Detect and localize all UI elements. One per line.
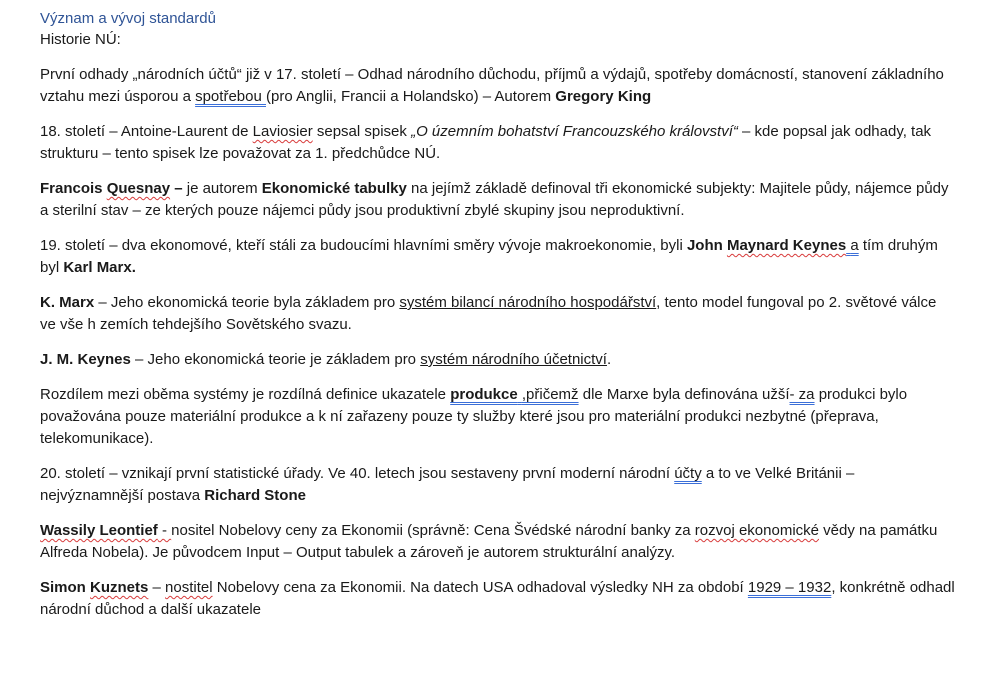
bold-text: – [170, 180, 183, 197]
paragraph-differences [40, 384, 955, 450]
text: – Jeho ekonomická teorie je základem pro [130, 351, 421, 368]
spelling-flag: Wassily Leontief [40, 522, 158, 539]
text: vědy na památku Alfreda Nobela). Je původcem Input – Output tabulek a zároveň je autorem strukturální analýzy. [40, 522, 938, 561]
paragraph-17th-century [40, 64, 955, 108]
underlined-term: systém národního účetnictví [420, 351, 607, 368]
text: , konkrétně odhadl národní důchod a další ukazatele [40, 579, 955, 618]
grammar-flag: účty [674, 465, 702, 482]
grammar-flag: 1929 – 1932 [747, 579, 832, 596]
spelling-flag: Kuznets [90, 579, 149, 596]
text: – [148, 579, 166, 596]
paragraph-quesnay [40, 178, 955, 222]
bold-name: Gregory King [555, 88, 652, 105]
bold-name: Simon [40, 579, 91, 596]
bold-name: K. Marx [40, 294, 95, 311]
subheading: Historie NÚ: [40, 31, 121, 48]
text: nositel Nobelovy ceny za Ekonomii (správně: Cena Švédské národní banky za [171, 522, 695, 539]
bold-name: J. M. Keynes [40, 351, 131, 368]
paragraph-18th-century [40, 121, 955, 165]
spelling-flag: Quesnay [106, 180, 171, 197]
text: je autorem [182, 180, 262, 197]
spelling-flag: nostitel [165, 579, 213, 596]
text: 20. století – vznikají první statistické úřady. Ve 40. letech jsou sestaveny první moderní národní [40, 465, 675, 482]
bold-name: Francois [40, 180, 107, 197]
text: 19. století – dva ekonomové, kteří stáli za budoucími hlavními směry vývoje makroekonomie, byli [40, 237, 687, 254]
grammar-flag: a [850, 237, 859, 254]
grammar-flag: produkce [450, 386, 518, 403]
text: – kde popsal jak odhady, tak strukturu – tento spisek lze považovat za 1. předchůdce NÚ. [40, 123, 932, 162]
paragraph-20th-century [40, 463, 955, 507]
text: (pro Anglii, Francii a Holandsko) – Autorem [265, 88, 556, 105]
paragraph-kuznets [40, 577, 955, 621]
text: a to ve Velké Británii – nejvýznamnější postava [40, 465, 855, 504]
text: 18. století – Antoine-Laurent de [40, 123, 253, 140]
bold-name: Richard Stone [204, 487, 306, 504]
paragraph-keynes [40, 349, 955, 371]
paragraph-19th-century [40, 235, 955, 279]
bold-name: Karl Marx. [63, 259, 136, 276]
text: Nobelovy cena za Ekonomii. Na datech USA odhadoval výsledky NH za období [212, 579, 748, 596]
underlined-term: systém bilancí národního hospodářství [399, 294, 657, 311]
spelling-flag: Laviosier [252, 123, 313, 140]
bold-term: Ekonomické tabulky [261, 180, 407, 197]
document-page [40, 9, 955, 634]
text: , tento model fungoval po 2. světové válce ve vše h zemích tehdejšího Sovětského svazu. [40, 294, 937, 333]
paragraph-leontief [40, 520, 955, 564]
text: dle Marxe byla definována užší [578, 386, 790, 403]
grammar-flag: ,přičemž [521, 386, 579, 403]
text: První odhady „národních účtů“ již v 17. století – Odhad národního důchodu, příjmů a výdajů, spotřeby domácností, stanovení základního vztahu mezi úsporou a [40, 66, 944, 105]
spelling-flag: rozvoj ekonomické [694, 522, 819, 539]
text: na jejímž základě definoval tři ekonomické subjekty: Majitele půdy, nájemce půdy a sterilní stav – ze kterých pouze nájemci půdy jsou produktivní zbylé skupiny jsou neproduktivní. [40, 180, 949, 219]
grammar-flag: - za [789, 386, 815, 403]
spelling-flag: - [157, 522, 172, 539]
grammar-flag: spotřebou [195, 88, 266, 105]
text: Rozdílem mezi oběma systémy je rozdílná definice ukazatele [40, 386, 451, 403]
text: tím druhým byl [40, 237, 938, 276]
text: sepsal spisek [312, 123, 412, 140]
text: produkci bylo považována pouze materiální produkce a k ní zařazeny pouze ty služby které jsou pro materiální produkci nezbytné (přeprava, telekomunikace). [40, 386, 908, 447]
section-heading: Význam a vývoj standardů [40, 10, 216, 27]
bold-name: John [686, 237, 727, 254]
paragraph-marx [40, 292, 955, 336]
text: . [606, 351, 612, 368]
spelling-flag: Maynard Keynes [726, 237, 847, 254]
italic-title: „O územním bohatství Francouzského království“ [411, 123, 738, 140]
text: – Jeho ekonomická teorie byla základem pro [94, 294, 400, 311]
